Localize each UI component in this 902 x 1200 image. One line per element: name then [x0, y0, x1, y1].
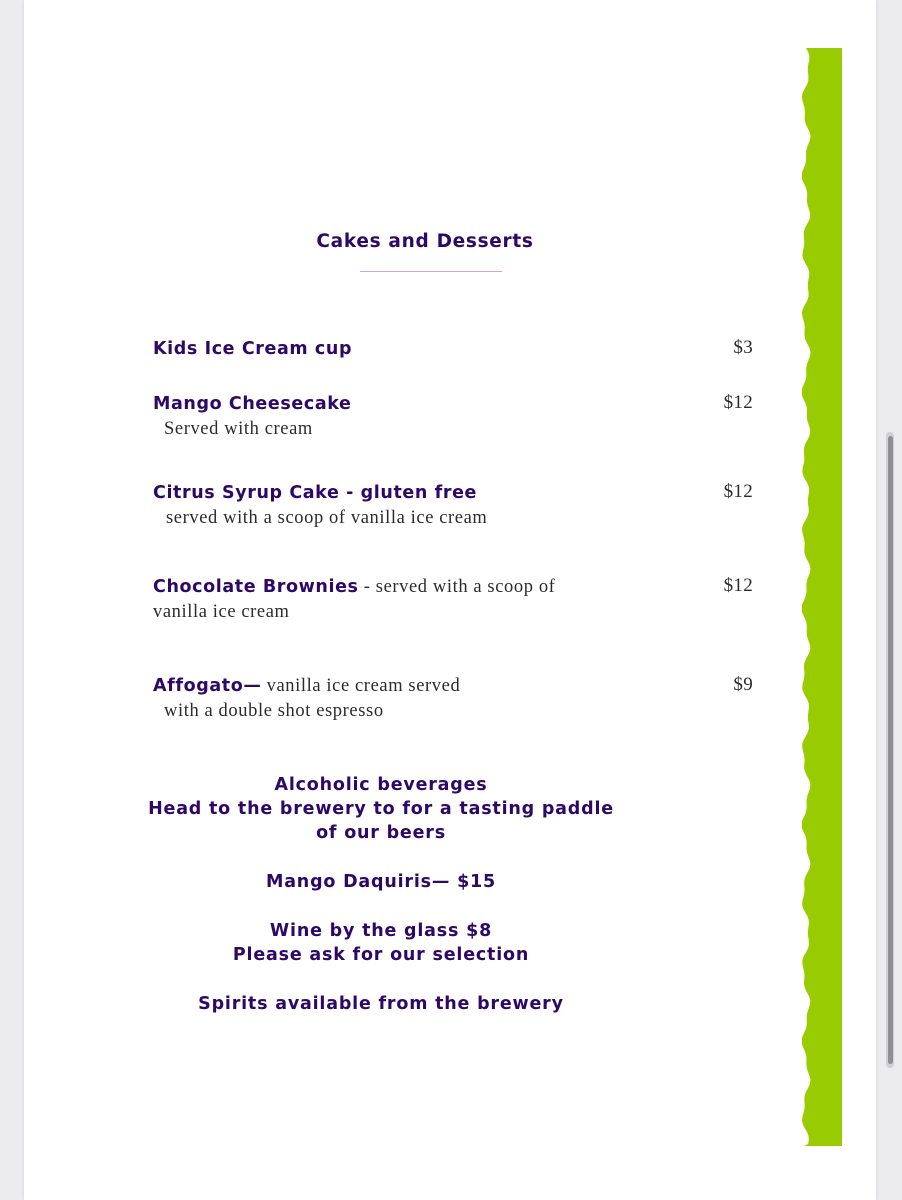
title-underline [360, 271, 502, 272]
section-title: Cakes and Desserts [316, 231, 534, 252]
scrollbar-thumb[interactable] [888, 436, 893, 1064]
item-price: $12 [723, 575, 753, 596]
menu-item [153, 674, 753, 724]
item-price: $12 [723, 481, 753, 502]
item-price: $9 [733, 674, 753, 695]
item-description: vanilla ice cream [153, 602, 290, 622]
item-name: Chocolate Brownies [153, 577, 359, 597]
item-name: Mango Cheesecake [153, 394, 352, 414]
item-description-inline: vanilla ice cream served [261, 676, 461, 696]
item-description-inline: - served with a scoop of [358, 577, 556, 597]
daquiri-offer: Mango Daquiris— $15 [265, 872, 496, 892]
brewery-note-line1: Head to the brewery to for a tasting paddle [148, 799, 614, 819]
item-price: $12 [723, 392, 753, 413]
spirits-note: Spirits available from the brewery [198, 994, 564, 1014]
menu-item [153, 481, 753, 531]
item-description: with a double shot espresso [164, 701, 384, 721]
wavy-strip-graphic [802, 48, 842, 1146]
item-name: Affogato— [153, 676, 262, 696]
beverages-title: Alcoholic beverages [274, 775, 488, 795]
item-price: $3 [733, 337, 753, 358]
item-description: served with a scoop of vanilla ice cream [166, 508, 488, 528]
menu-item [153, 575, 753, 625]
decorative-green-strip [802, 48, 842, 1146]
menu-item [153, 337, 753, 362]
menu-page [24, 0, 876, 1200]
wine-offer: Wine by the glass $8 [269, 921, 493, 941]
item-description: Served with cream [164, 419, 313, 439]
brewery-note-line2: of our beers [316, 823, 446, 843]
item-name: Kids Ice Cream cup [153, 339, 353, 359]
menu-item [153, 392, 753, 442]
wine-note: Please ask for our selection [232, 945, 530, 965]
item-name: Citrus Syrup Cake - gluten free [153, 483, 478, 503]
